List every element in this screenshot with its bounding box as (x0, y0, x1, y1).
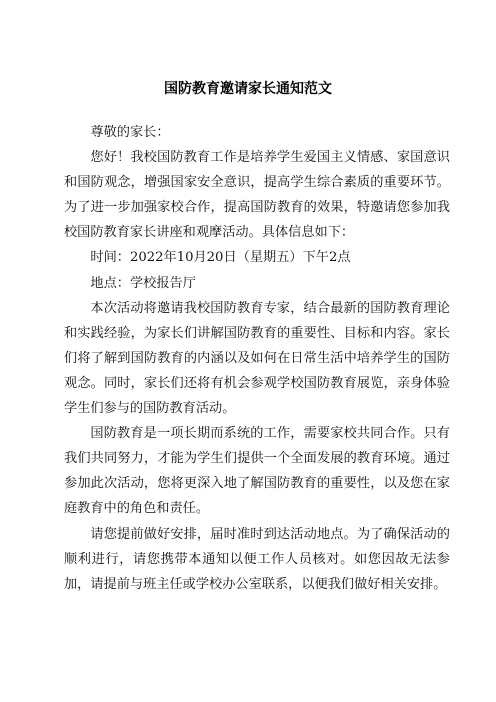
paragraph-time: 时间：2022年10月20日（星期五）下午2点 (90, 250, 351, 266)
paragraph-greeting: 您好！我校国防教育工作是培养学生爱国主义情感、家国意识和国防观念，增强国家安全意识，提高学生综合素质的重要环节。为了进一步加强家校合作，提高国防教育的效果，特邀请您参加我校国防教育家长讲座和观摩活动。具体信息如下： (64, 150, 450, 241)
salutation: 尊敬的家长： (90, 125, 170, 140)
document-body (64, 120, 450, 597)
paragraph-activity: 本次活动将邀请我校国防教育专家，结合最新的国防教育理论和实践经验，为家长们讲解国防教育的重要性、目标和内容。家长们将了解到国防教育的内涵以及如何在日常生活中培养学生的国防观念。同时，家长们还将有机会参观学校国防教育展览，亲身体验学生们参与的国防教育活动。 (64, 300, 450, 417)
paragraph-location: 地点：学校报告厅 (90, 275, 196, 291)
document-title: 国防教育邀请家长通知范文 (164, 81, 332, 97)
paragraph-cooperation: 国防教育是一项长期而系统的工作，需要家校共同合作。只有我们共同努力，才能为学生们提供一个全面发展的教育环境。通过参加此次活动，您将更深入地了解国防教育的重要性，以及您在家庭教育中的角色和责任。 (64, 426, 450, 517)
paragraph-arrangement: 请您提前做好安排，届时准时到达活动地点。为了确保活动的顺利进行，请您携带本通知以便工作人员核对。如您因故无法参加，请提前与班主任或学校办公室联系，以便我们做好相关安排。 (64, 526, 450, 592)
